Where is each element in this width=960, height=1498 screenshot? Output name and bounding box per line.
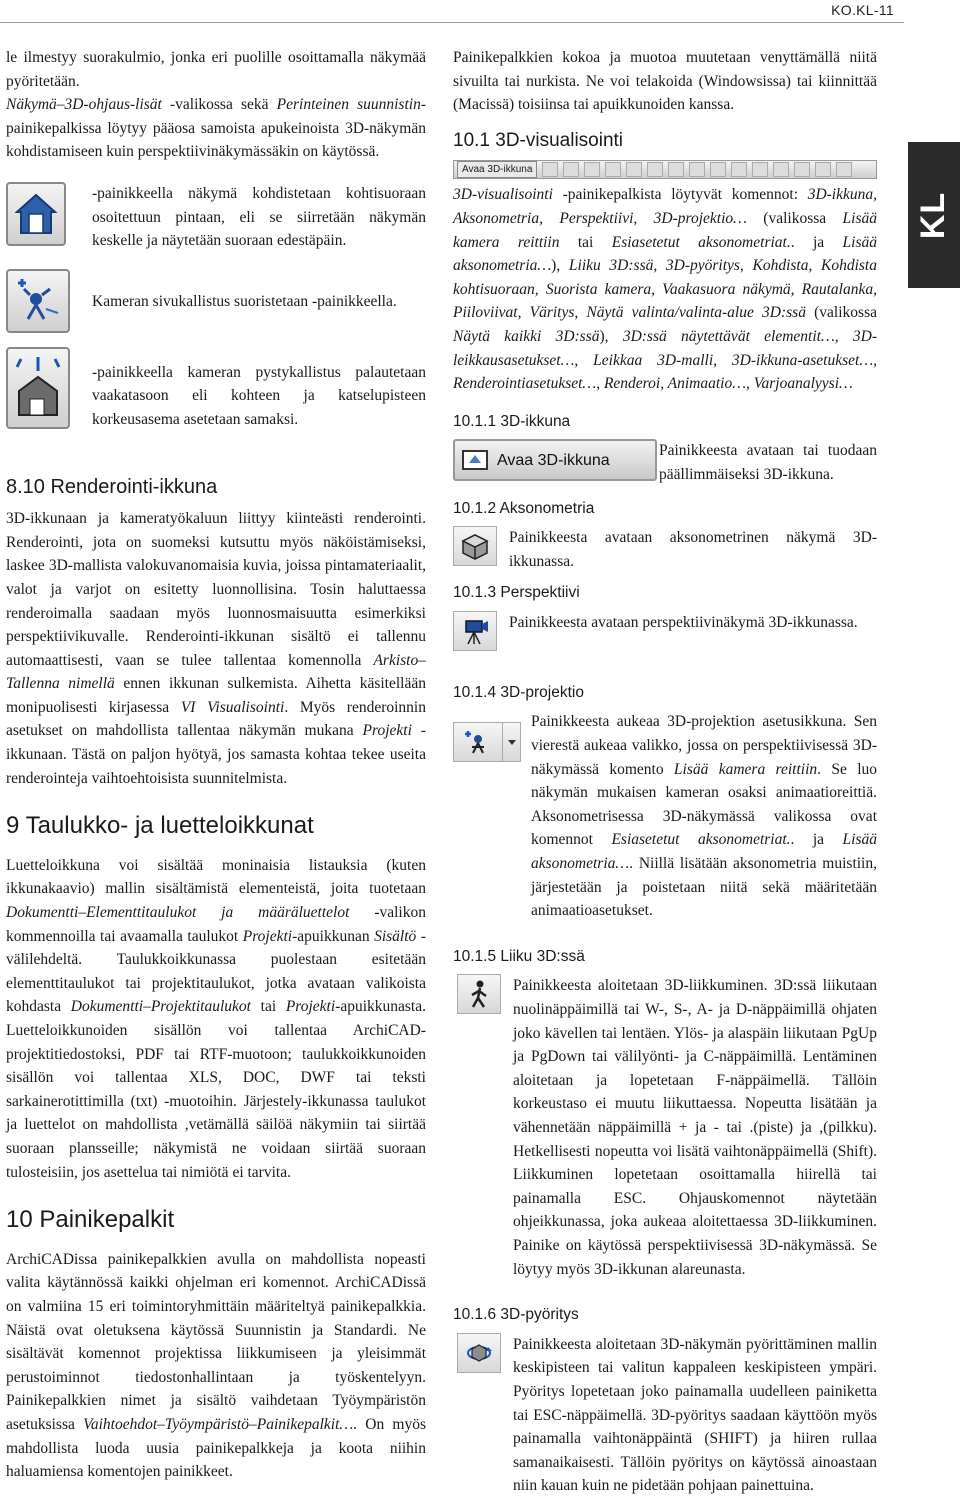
level-description: -painikkeella kameran pystykallistus palautetaan vaakatasoon eli kohteen ja katselupisteen korkeusasema asetetaan samaksi.	[92, 363, 426, 428]
roll-description: Kameran sivukallistus suoristetaan -painikkeella.	[92, 292, 397, 310]
icon-item-roll	[6, 269, 426, 333]
toolbar-target-icon[interactable]	[647, 162, 663, 177]
section-10-1-6-title: 10.1.6 3D-pyöritys	[453, 1306, 579, 1324]
toolbar-open-3d-button[interactable]: Avaa 3D-ikkuna	[457, 161, 537, 178]
section-10-1-1-body: Painikkeesta avataan tai tuodaan päällimmäiseksi 3D-ikkuna.	[659, 442, 877, 483]
3d-visualisation-toolbar	[453, 160, 877, 179]
section-10-1-4-body: Painikkeesta aukeaa 3D-projektion asetusikkuna. Sen vierestä aukeaa valikko, jossa on perspektiivisessä 3D-näkymässä komento Lisää kamera reittiin. Se luo näkymän mukaisen kameran osaksi animaatioreittiä. Aksonometrisessa 3D-näkymässä valikossa ovat komennot Esiasetetut aksonometriat.. ja Lisää aksonometria…. Niillä lisätään aksonometria muistiin, järjestetään ja poistetaan niitä sekä määritetään animaatioasetukset.	[531, 713, 878, 920]
section-10-1-body: 3D-visualisointi -painikepalkista löytyvät komennot: 3D-ikkuna, Aksonometria, Perspektiivi, 3D-projektio… (valikossa Lisää kamera reittiin tai Esiasetetut aksonometriat.. ja Lisää aksonometria…), Liiku 3D:ssä, 3D-pyöritys, Kohdista, Kohdista kohtisuoraan, Suorista kamera, Vaakasuora näkymä, Rautalanka, Piiloviivat, Väritys, Näytä valinta/valinta-alue 3D:ssä (valikossa Näytä kaikki 3D:ssä), 3D:ssä näytettävät elementit…, 3D-leikkausasetukset…, Leikkaa 3D-malli, 3D-ikkuna-asetukset…, Renderointiasetukset…, Renderoi, Animaatio…, Varjoanalyysi…	[453, 186, 878, 393]
section-10-1-title: 10.1 3D-visualisointi	[453, 129, 624, 151]
home-description: -painikkeella näkymä kohdistetaan kohtisuoraan osoitettuun pintaan, eli se siirretään näkymän keskelle ja näytetään suoraan edestäpäin.	[92, 184, 426, 250]
toolbar-projection-icon[interactable]	[584, 162, 600, 177]
section-10-body: ArchiCADissa painikepalkkien avulla on mahdollista nopeasti valita käytännössä kaikki ohjelman eri komennot. ArchiCADissä on valmiina 15 eri toimintoryhmittäin määriteltyä painikepalkkia. Näistä ovat oletuksena käytössä Suunnistin ja Standardi. Ne sisältävät komennot projektissa liikkumiseen ja yleisimmät perustoiminnot tiedostonhallintaan ja työskentelyyn. Painikepalkkien nimet ja sisältö vaihdetaan Työympäristön asetuksissa Vaihtoehdot–Työympäristö–Painikepalkit…. On myös mahdollista luoda uusia painikepalkkeja ja koota niihin haluamiensa komentojen painikkeet.	[6, 1250, 426, 1481]
section-10-1-1-title: 10.1.1 3D-ikkuna	[453, 412, 571, 430]
toolbar-settings-icon[interactable]	[836, 162, 852, 177]
toolbar-selection-icon[interactable]	[794, 162, 810, 177]
icon-item-home	[6, 182, 426, 253]
section-10-1-6-body: Painikkeesta aloitetaan 3D-näkymän pyörittäminen mallin keskipisteen tai valitun kappaleen keskipisteen ympäri. Pyöritys lopetetaan joko painamalla uudelleen painiketta tai ESC-näppäimellä. 3D-pyöritys saadaan käyttöön myös painamalla vaihtonäppäintä (SHIFT) ja hiiren rullaa samanaikaisesti. Tällöin pyöritys on käytössä ainoastaan niin kauan kuin ne pidetään pohjaan painettuina.	[513, 1335, 877, 1495]
section-10-1-1-row	[453, 439, 877, 486]
section-10-title: 10 Painikepalkit	[6, 1206, 175, 1234]
section-10-1-4-title: 10.1.4 3D-projektio	[453, 683, 584, 701]
section-10-1-3-body: Painikkeesta avataan perspektiivinäkymä 3D-ikkunassa.	[509, 613, 858, 631]
section-10-1-6-block	[453, 1333, 877, 1498]
chapter-side-tab	[908, 142, 960, 288]
section-10-1-5-title: 10.1.5 Liiku 3D:ssä	[453, 947, 585, 965]
section-9-body: Luetteloikkuna voi sisältää moninaisia listauksia (kuten ikkunakaavio) mallin sisältämistä elementeistä, joita tuotetaan Dokumentti–Elementtitaulukot ja määräluettelot -valikon kommennoilla tai avaamalla taulukot Projekti-apuikkunan Sisältö -välilehdeltä. Taulukkoikkunassa puolestaan esitetään elementtitaulukot tai projektitaulukot, jotka avataan valikoista kohdasta Dokumentti–Projektitaulukot tai Projekti-apuikkunasta. Luetteloikkunoiden sisällön voi tallentaa ArchiCAD-projektitiedostoksi, PDF tai RTF-muotoon; taulukkoikkunoiden sisällön voi tallentaa XLS, DOC, DWF tai teksti sarkainerotittimilla (txt) -muotoihin. Järjestely-ikkunassa taulukot ja luettelot on mahdollista ,vetämällä säilöä näkymiin tai siirtää suoraan plansseille; näkymistä ne voidaan siirtää suoraan tulosteisiin, jos asettelua tai nimiötä ei tarvita.	[6, 856, 426, 1181]
toolbar-perpendicular-icon[interactable]	[668, 162, 684, 177]
right-intro: Painikepalkkien kokoa ja muotoa muutetaan venyttämällä niitä sivuilta tai nurkista. Ne voi telakoida (Windowsissa) tai kiinnittää (Macissä) toisiinsa tai apuikkunoiden kanssa.	[453, 49, 877, 114]
left-column	[6, 46, 426, 1484]
toolbar-shading-icon[interactable]	[773, 162, 789, 177]
intro-paragraph: le ilmestyy suorakulmio, jonka eri puolille osoittamalla näkymää pyöritetään. Näkymä–3D-ohjaus-lisät -valikossa sekä Perinteinen suunnistin-painikepalkissa löytyy pääosa samoista apukeinoista 3D-näkymän kohdistamiseen kuin perspektiivinäkymässäkin on käytössä.	[6, 49, 427, 161]
toolbar-render-icon[interactable]	[815, 162, 831, 177]
camera-roll-icon	[6, 269, 70, 333]
axonometry-cube-icon[interactable]	[453, 526, 497, 566]
perspective-camera-icon[interactable]	[453, 611, 497, 651]
header-rule	[0, 22, 904, 23]
right-column	[453, 46, 877, 1498]
toolbar-walk-icon[interactable]	[605, 162, 621, 177]
3d-window-icon	[461, 449, 489, 471]
section-10-1-2-row	[453, 526, 877, 573]
open-3d-window-button[interactable]: Avaa 3D-ikkuna	[453, 439, 657, 481]
section-10-1-2-body: Painikkeesta avataan aksonometrinen näkymä 3D-ikkunassa.	[509, 529, 877, 570]
section-8-10-title: 8.10 Renderointi-ikkuna	[6, 475, 218, 498]
toolbar-orbit-icon[interactable]	[626, 162, 642, 177]
section-10-1-3-row	[453, 611, 877, 651]
home-icon	[6, 182, 66, 246]
section-8-10-body: 3D-ikkunaan ja kameratyökaluun liittyy kiinteästi renderointi. Renderointi, jota on suomeksi kutsuttu myös näköistämiseksi, laskee 3D-mallista valokuvanomaisia kuvia, joissa pintamateriaalit, valot ja varjot on esitetty luonnollisina. Tosin haluttaessa renderoimalla saadaan myös luonnosmaisuutta esimerkiksi perspektiivikuvalle. Renderointi-ikkunan sisältö ei tallennu automaattisesti, vaan se tulee tallentaa komennolla Arkisto–Tallenna nimellä ennen ikkunan sulkemista. Aihetta käsitellään monipuolisesti kirjasessa VI Visualisointi. Myös renderoinnin asetukset on mahdollista tallentaa näkymän mukana Projekti -ikkunaan. Tästä on paljon hyötyä, jos samasta kohtaa tekee useita renderointeja vaihtoehtoisista suunnitelmista.	[6, 510, 426, 787]
orbit-icon[interactable]	[457, 1333, 501, 1373]
section-10-1-5-body: Painikkeesta aloitetaan 3D-liikkuminen. 3D:ssä liikutaan nuolinäppäimillä tai W-, S-, A- ja D-näppäimillä ohjaten joko kävellen tai lentäen. Ylös- ja alaspäin liikutaan PgUp ja PgDown tai välilyönti- ja C-näppäimillä. Lentäminen aloitetaan ja lopetetaan F-näppäimellä. Tällöin korkeustaso ei muutu liikuttaessa. Nopeutta lisätään ja vähennetään näppäimillä + ja - tai .(piste) ja ,(pilkku). Hetkellisesti nopeutta voi lisätä vaihtonäppäimellä (Shift). Liikkuminen lopetetaan osoittamalla hiirellä tai painamalla ESC. Ohjauskomennot näytetään ohjeikkunassa, joka aukeaa aloitettaessa 3D-liikkuminen. Painike on käytössä perspektiivisessä 3D-näkymässä. Se löytyy myös 3D-ikkunan alareunasta.	[513, 977, 877, 1278]
3d-projection-control	[453, 722, 523, 762]
chapter-tab-label: KL	[914, 191, 953, 239]
toolbar-wireframe-icon[interactable]	[731, 162, 747, 177]
section-10-1-3-title: 10.1.3 Perspektiivi	[453, 584, 580, 602]
section-10-1-5-block	[453, 974, 877, 1281]
toolbar-axonometry-icon[interactable]	[542, 162, 558, 177]
camera-level-icon	[6, 347, 70, 429]
toolbar-level-icon[interactable]	[710, 162, 726, 177]
3d-projection-icon[interactable]	[453, 722, 503, 762]
section-10-1-4-block	[453, 710, 877, 922]
toolbar-straighten-icon[interactable]	[689, 162, 705, 177]
toolbar-perspective-icon[interactable]	[563, 162, 579, 177]
section-10-1-2-title: 10.1.2 Aksonometria	[453, 499, 595, 517]
page-identifier: KO.KL-11	[831, 2, 894, 18]
toolbar-hidden-line-icon[interactable]	[752, 162, 768, 177]
projection-dropdown-arrow[interactable]	[503, 722, 521, 762]
section-9-title: 9 Taulukko- ja luetteloikkunat	[6, 812, 314, 840]
chevron-down-icon	[507, 738, 517, 746]
walk-figure-icon[interactable]	[457, 974, 501, 1014]
icon-item-level	[6, 347, 426, 432]
